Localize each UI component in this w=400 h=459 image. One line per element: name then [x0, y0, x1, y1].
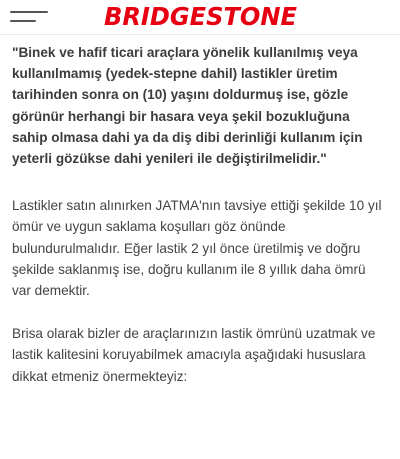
- brand-logo-text: BRIDGESTONE: [104, 2, 298, 30]
- hamburger-menu-icon[interactable]: [10, 8, 50, 28]
- top-header: [0, 0, 400, 35]
- bridgestone-logo[interactable]: [104, 2, 299, 30]
- article-paragraph-2: Brisa olarak bizler de araçlarınızın lastik ömrünü uzatmak ve lastik kalitesini koruyabilmek amacıyla aşağıdaki hususlara dikkat etmeniz önermekteyiz:: [12, 326, 376, 384]
- article-content: [12, 42, 384, 387]
- menu-line: [10, 11, 48, 13]
- menu-line: [10, 20, 36, 22]
- article-paragraph-1: Lastikler satın alınırken JATMA'nın tavsiye ettiği şekilde 10 yıl ömür ve uygun saklama koşulları göz önünde bulundurulmalıdır. Eğer lastik 2 yıl önce üretilmiş ve doğru şekilde saklanmış ise, doğru kullanım ile 8 yıllık daha ömrü var demektir.: [12, 198, 382, 299]
- highlighted-quote: "Binek ve hafif ticari araçlara yönelik kullanılmış veya kullanılmamış (yedek-stepne dahil) lastikler üretim tarihinden sonra on (10) yaşını doldurmuş ise, gözle görünür herhangi bir hasara veya şekil bozukluğuna sahip olmasa dahi ya da diş dibi derinliği kullanım için yeterli gözükse dahi yenileri ile değiştirilmelidir.": [12, 45, 363, 167]
